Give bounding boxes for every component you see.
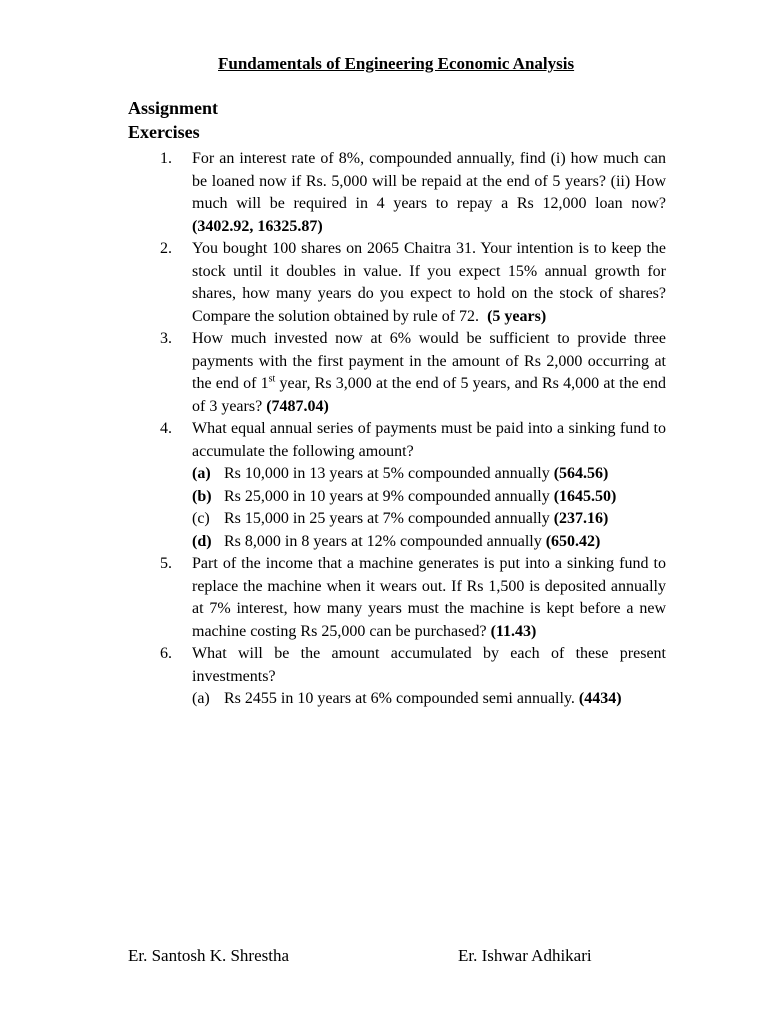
sub-answer: (1645.50) (553, 487, 617, 505)
exercise-number: 5. (160, 555, 172, 572)
exercise-answer: (7487.04) (266, 397, 329, 415)
exercise-text: For an interest rate of 8%, compounded annually, find (i) how much can be loaned now if Rs. 5,000 will be repaid at the end of 5 years? (ii) How much will be required in 4 years to repay a Rs 12,000 loan now? (192, 150, 666, 212)
exercise-2 (150, 238, 666, 328)
sub-question-d (192, 531, 666, 554)
exercise-number: 1. (160, 150, 172, 167)
author-left: Er. Santosh K. Shrestha (128, 946, 290, 965)
exercise-answer: (5 years) (487, 307, 547, 325)
sub-label: (b) (192, 487, 212, 505)
sub-label: (d) (192, 532, 212, 550)
heading-exercises: Exercises (128, 122, 200, 142)
sub-text: Rs 8,000 in 8 years at 12% compounded annually (224, 532, 542, 550)
exercise-number: 6. (160, 645, 172, 662)
sub-label: (a) (192, 465, 211, 482)
sub-question-c (192, 508, 666, 531)
author-right: Er. Ishwar Adhikari (458, 946, 592, 965)
sub-label: (c) (192, 510, 210, 527)
exercise-6 (150, 643, 666, 711)
exercise-number: 2. (160, 240, 172, 257)
sub-label: (a) (192, 690, 210, 707)
heading-assignment: Assignment (128, 98, 219, 118)
sub-question-a (192, 688, 666, 711)
exercise-text-continued: year, Rs 3,000 at the end of 5 years, and Rs 4,000 at the end of 3 years? (192, 375, 666, 415)
exercise-3 (150, 328, 666, 418)
sub-answer: (4434) (578, 690, 622, 707)
sub-text: Rs 15,000 in 25 years at 7% compounded annually (224, 510, 550, 527)
sub-text: Rs 25,000 in 10 years at 9% compounded annually (224, 487, 550, 505)
exercise-text: What equal annual series of payments must be paid into a sinking fund to accumulate the following amount? (192, 420, 666, 460)
exercise-list (150, 148, 666, 711)
sub-question-a (192, 463, 666, 486)
exercise-text: Part of the income that a machine generates is put into a sinking fund to replace the machine when it wears out. If Rs 1,500 is deposited annually at 7% interest, how many years must the machine is kept before a new machine costing Rs 25,000 can be purchased? (192, 555, 666, 640)
exercise-text: How much invested now at 6% would be sufficient to provide three payments with the first payment in the amount of Rs 2,000 occurring at the end of 1 (192, 330, 666, 392)
exercise-answer: (3402.92, 16325.87) (192, 217, 323, 235)
exercise-number: 3. (160, 330, 172, 347)
exercise-answer: (11.43) (490, 622, 537, 640)
exercise-number: 4. (160, 420, 172, 437)
sub-answer: (650.42) (545, 532, 601, 550)
sub-question-b (192, 486, 666, 509)
exercise-text: You bought 100 shares on 2065 Chaitra 31. Your intention is to keep the stock until it doubles in value. If you expect 15% annual growth for shares, how many years do you expect to hold on the stock of shares? Compare the solution obtained by rule of 72. (192, 240, 666, 325)
exercise-text: What will be the amount accumulated by each of these present investments? (192, 645, 666, 685)
page-title: Fundamentals of Engineering Economic Analysis (218, 54, 575, 73)
exercise-4 (150, 418, 666, 553)
exercise-5 (150, 553, 666, 643)
ordinal-suffix: st (268, 373, 276, 385)
sub-answer: (237.16) (553, 510, 609, 527)
sub-answer: (564.56) (553, 465, 609, 482)
exercise-1 (150, 148, 666, 238)
sub-text: Rs 10,000 in 13 years at 5% compounded annually (224, 465, 550, 482)
sub-text: Rs 2455 in 10 years at 6% compounded semi annually. (224, 690, 575, 707)
